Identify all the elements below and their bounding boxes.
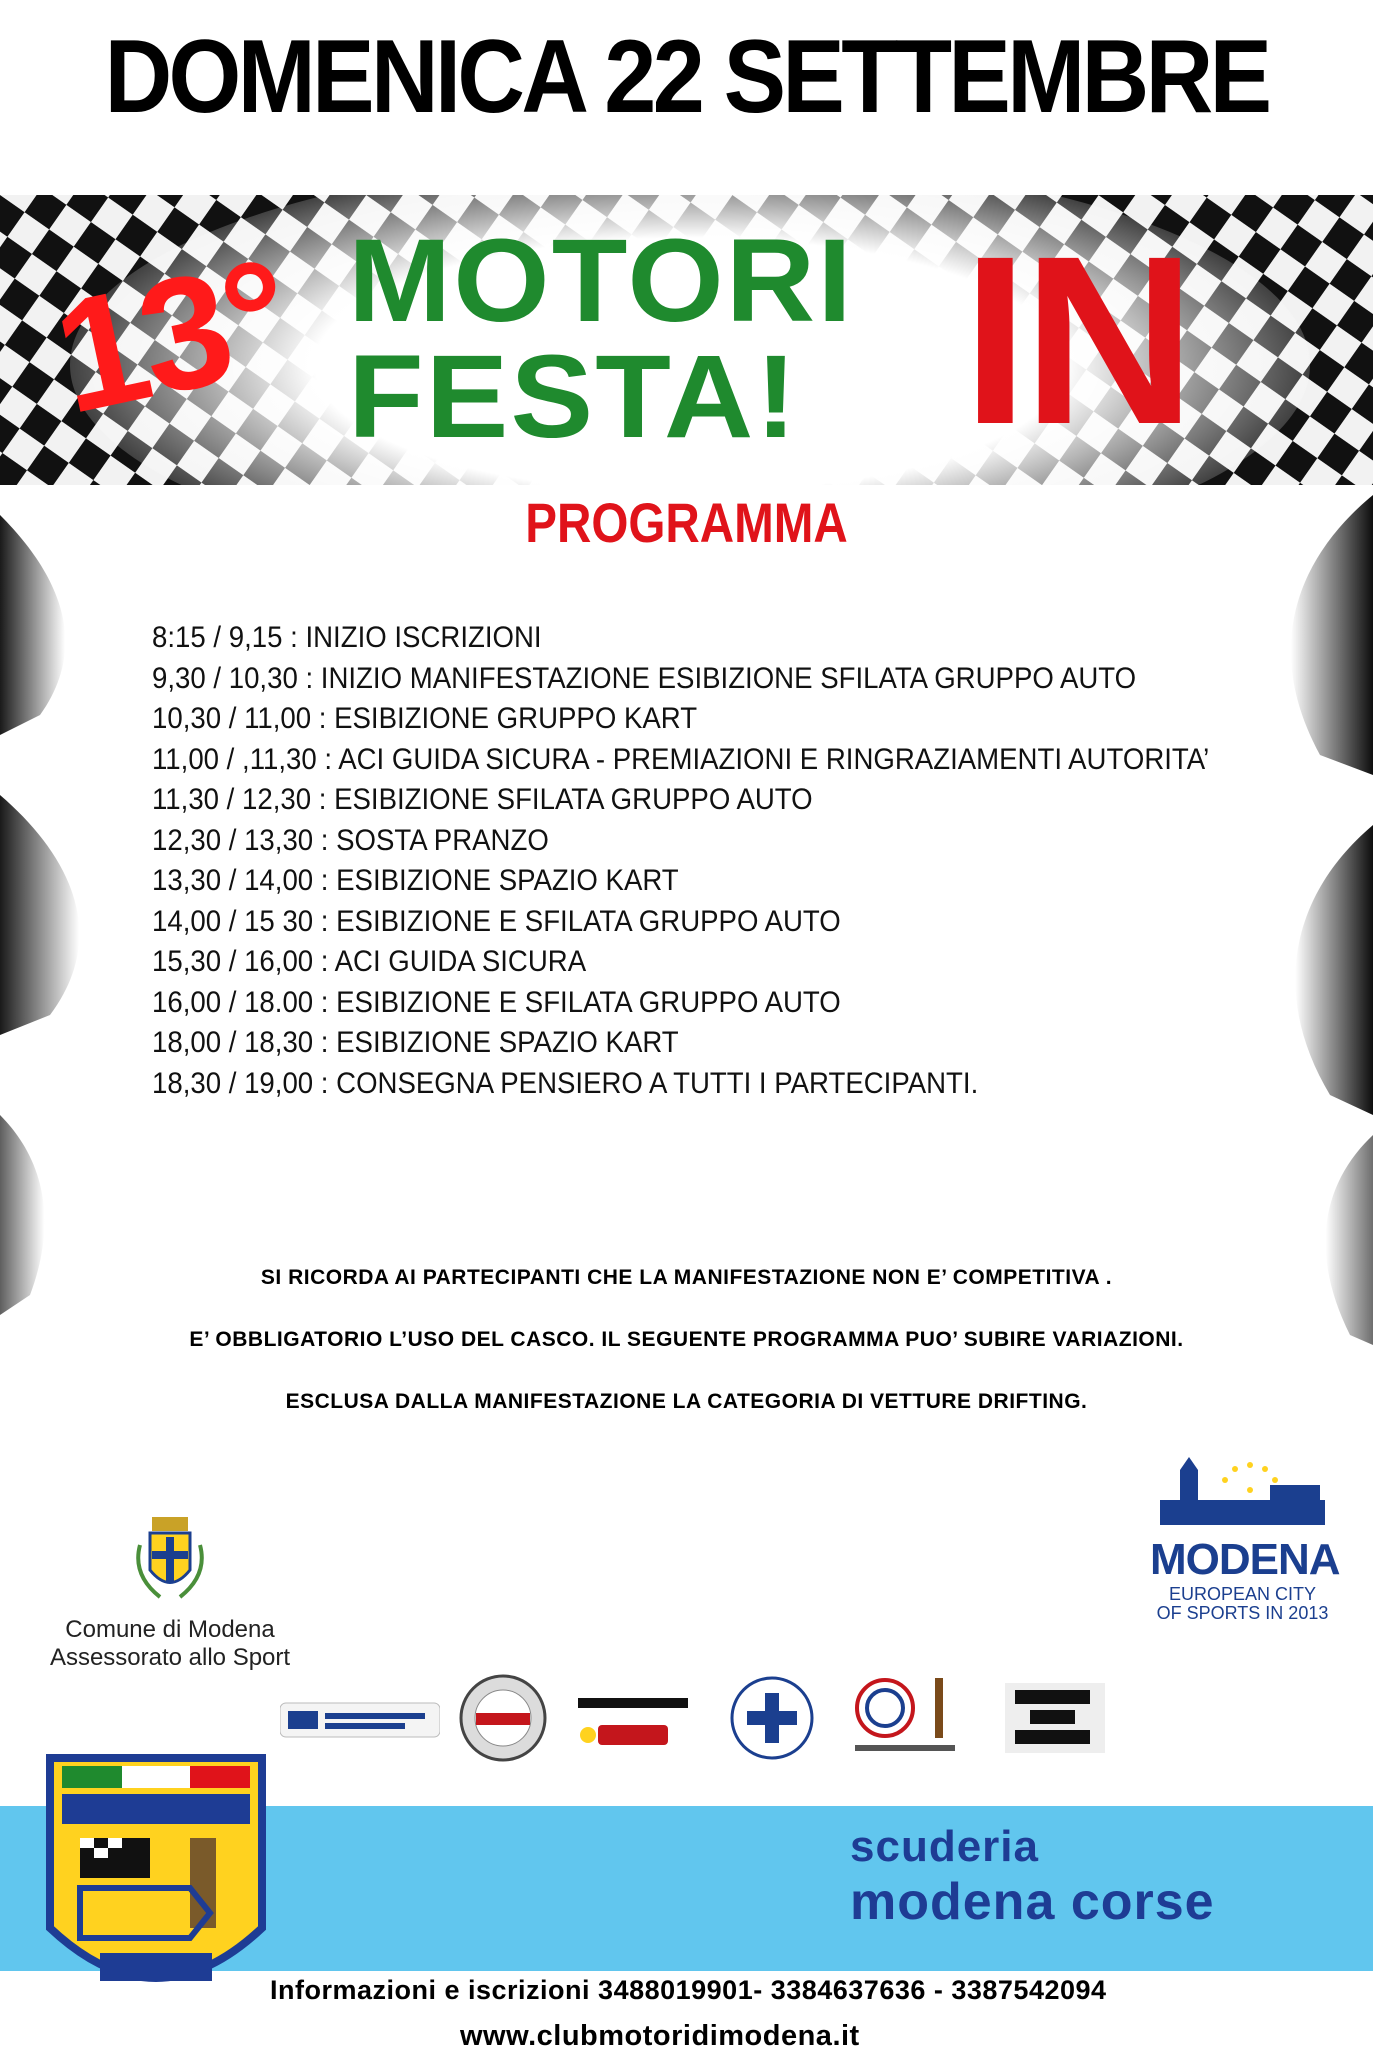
title-motori: MOTORI [348, 215, 854, 347]
schedule-row: 15,30 / 16,00 : ACI GUIDA SICURA [152, 945, 587, 978]
red-cross-icon [727, 1673, 817, 1763]
left-checkered-decoration [0, 495, 140, 1395]
schedule-list [152, 618, 1252, 1104]
club-shield-logo [40, 1738, 272, 2028]
comune-logo [20, 1515, 320, 1672]
schedule-row: 10,30 / 11,00 : ESIBIZIONE GRUPPO KART [152, 702, 698, 735]
modena-logo-subtitle-2: OF SPORTS IN 2013 [1156, 1602, 1329, 1623]
program-heading: PROGRAMMA [525, 491, 848, 554]
radiostella-icon [568, 1683, 698, 1753]
scuderia-title-line1: scuderia [850, 1822, 1039, 1871]
modena-motori-logo [455, 1670, 550, 1765]
schedule-row: 9,30 / 10,30 : INIZIO MANIFESTAZIONE ESIBIZIONE SFILATA GRUPPO AUTO [152, 661, 1137, 695]
modena-logo-subtitle: EUROPEAN CITY [1168, 1584, 1317, 1604]
club-shield-icon [40, 1738, 272, 2028]
comune-crest-icon [130, 1515, 210, 1605]
scuderia-title-line2: modena corse [850, 1873, 1215, 1931]
modena-skyline-icon [1150, 1455, 1335, 1530]
alice-icon [845, 1673, 965, 1763]
rock-no-war-icon [1000, 1678, 1110, 1758]
radiostella-logo [568, 1670, 698, 1765]
schedule-row: 12,30 / 13,30 : SOSTA PRANZO [152, 823, 549, 857]
alice-logo [845, 1670, 965, 1765]
schedule-row: 11,00 / ,11,30 : ACI GUIDA SICURA - PREMIAZIONI E RINGRAZIAMENTI AUTORITA’ [152, 742, 1210, 776]
title-in: IN [962, 206, 1190, 474]
rock-no-war-logo [995, 1670, 1115, 1765]
aci-logo-icon [280, 1693, 440, 1743]
event-date-title: DOMENICA 22 SETTEMBRE [104, 19, 1269, 135]
edition-number: 13° [40, 224, 303, 448]
schedule-row: 14,00 / 15 30 : ESIBIZIONE E SFILATA GRUPPO AUTO [152, 904, 841, 938]
schedule-row: 18,00 / 18,30 : ESIBIZIONE SPAZIO KART [152, 1026, 679, 1059]
schedule-row: 11,30 / 12,30 : ESIBIZIONE SFILATA GRUPPO AUTO [152, 783, 813, 816]
schedule-row: 18,30 / 19,00 : CONSEGNA PENSIERO A TUTTI I PARTECIPANTI. [152, 1066, 979, 1100]
notice-drifting: ESCLUSA DALLA MANIFESTAZIONE LA CATEGORIA DI VETTURE DRIFTING. [285, 1390, 1088, 1413]
comune-department: Assessorato allo Sport [49, 1644, 291, 1671]
comune-name: Comune di Modena [65, 1616, 275, 1643]
schedule-row: 16,00 / 18.00 : ESIBIZIONE E SFILATA GRUPPO AUTO [152, 985, 841, 1019]
aci-logo [280, 1670, 440, 1765]
modena-logo-title: MODENA [1150, 1535, 1340, 1584]
schedule-row: 8:15 / 9,15 : INIZIO ISCRIZIONI [152, 621, 542, 654]
website-link[interactable]: www.clubmotoridimodena.it [460, 2020, 860, 2052]
modena-motori-icon [458, 1673, 548, 1763]
notice-non-competitive: SI RICORDA AI PARTECIPANTI CHE LA MANIFESTAZIONE NON E’ COMPETITIVA . [260, 1266, 1113, 1289]
modena-european-city-logo [1150, 1455, 1340, 1630]
notice-helmet: E’ OBBLIGATORIO L’USO DEL CASCO. IL SEGUENTE PROGRAMMA PUO’ SUBIRE VARIAZIONI. [189, 1328, 1184, 1351]
red-cross-logo [722, 1670, 822, 1765]
schedule-row: 13,30 / 14,00 : ESIBIZIONE SPAZIO KART [152, 864, 679, 897]
title-festa: FESTA! [348, 331, 799, 463]
contact-info: Informazioni e iscrizioni 3488019901- 3384637636 - 3387542094 [270, 1975, 1107, 2005]
